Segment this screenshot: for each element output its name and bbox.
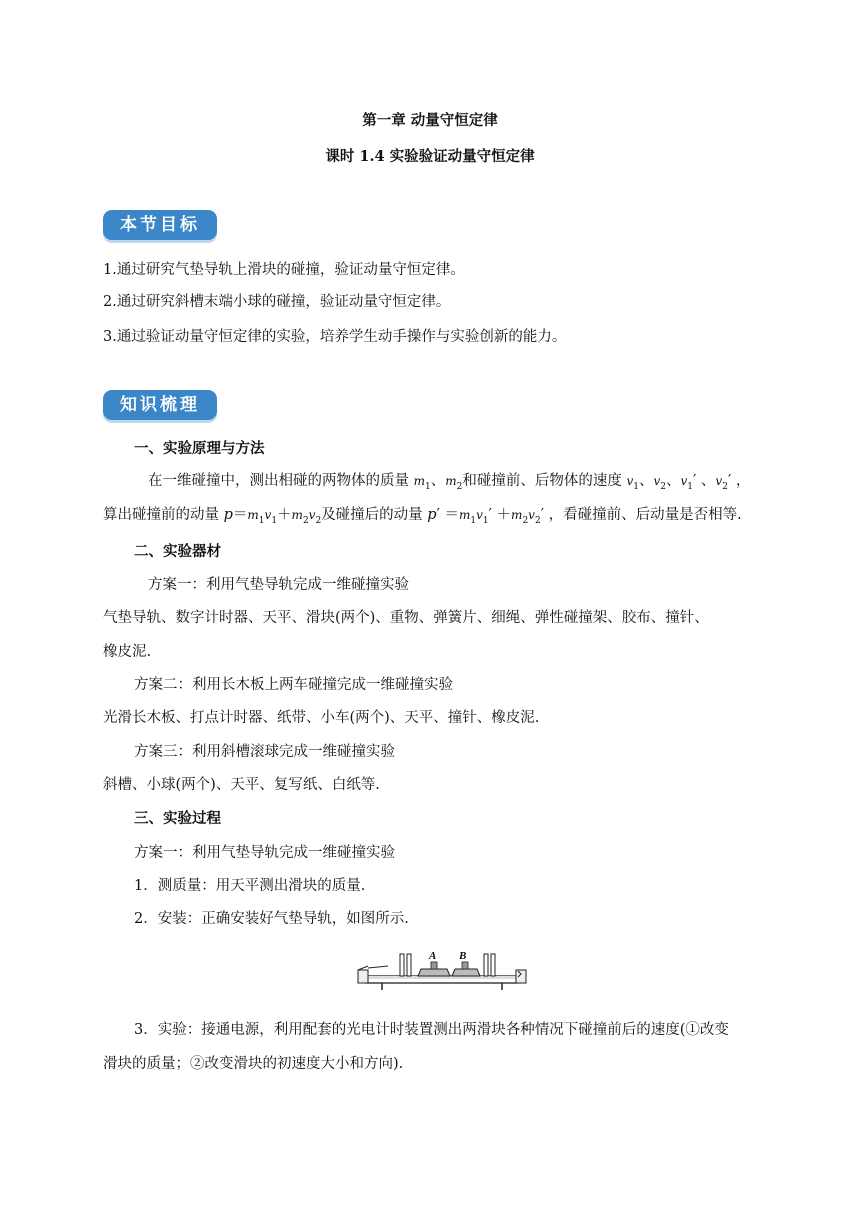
- plan2-items: 光滑长木板、打点计时器、纸带、小车(两个)、天平、撞针、橡皮泥.: [103, 710, 540, 726]
- knowledge-badge: 知识梳理: [103, 390, 217, 420]
- plan3-title: 方案三：利用斜槽滚球完成一维碰撞实验: [134, 744, 395, 760]
- plan1-items: 气垫导轨、数字计时器、天平、滑块(两个)、重物、弹簧片、细绳、弹性碰撞架、胶布、撞针、: [103, 610, 709, 626]
- goal-item: 1.通过研究气垫导轨上滑块的碰撞，验证动量守恒定律。: [103, 262, 465, 278]
- air-track-figure: [354, 946, 530, 994]
- step-3-cont: 滑块的质量；②改变滑块的初速度大小和方向).: [103, 1056, 404, 1072]
- goal-item: 3.通过验证动量守恒定律的实验，培养学生动手操作与实验创新的能力。: [103, 329, 567, 345]
- cart-a-label: A: [429, 950, 437, 962]
- plan2-title: 方案二：利用长木板上两车碰撞完成一维碰撞实验: [134, 677, 453, 693]
- principle-para-line2: 算出碰撞前的动量 $p=m_1v_1+m_2v_2$及碰撞后的动量 $p' =m_1v_1' +m_2v_2'$ ，看碰撞前、后动量是否相等.: [103, 507, 742, 526]
- heading-principle: 一、实验原理与方法: [134, 440, 265, 457]
- plan1-items-cont: 橡皮泥.: [103, 644, 152, 660]
- step-2: 2．安装：正确安装好气垫导轨，如图所示.: [134, 911, 409, 927]
- plan1-title: 方案一：利用气垫导轨完成一维碰撞实验: [148, 577, 409, 593]
- procedure-plan1: 方案一：利用气垫导轨完成一维碰撞实验: [134, 845, 395, 861]
- step-3: 3．实验：接通电源，利用配套的光电计时装置测出两滑块各种情况下碰撞前后的速度(①改变: [134, 1022, 729, 1038]
- step-1: 1．测质量：用天平测出滑块的质量.: [134, 878, 366, 894]
- goal-item: 2.通过研究斜槽末端小球的碰撞，验证动量守恒定律。: [103, 294, 451, 310]
- principle-para-line1: 在一维碰撞中，测出相碰的两物体的质量 $m_1$、$m_2$和碰撞前、后物体的速度 $v_1$、$v_2$、$v_1'$ 、$v_2'$ ，: [148, 473, 751, 492]
- cart-b-label: B: [459, 950, 467, 962]
- heading-equipment: 二、实验器材: [134, 543, 221, 560]
- plan3-items: 斜槽、小球(两个)、天平、复写纸、白纸等.: [103, 777, 380, 793]
- goals-badge: 本节目标: [103, 210, 217, 240]
- chapter-title: 第一章 动量守恒定律: [362, 112, 498, 129]
- heading-procedure: 三、实验过程: [134, 810, 221, 827]
- lesson-title: 课时 1.4 实验验证动量守恒定律: [325, 148, 535, 165]
